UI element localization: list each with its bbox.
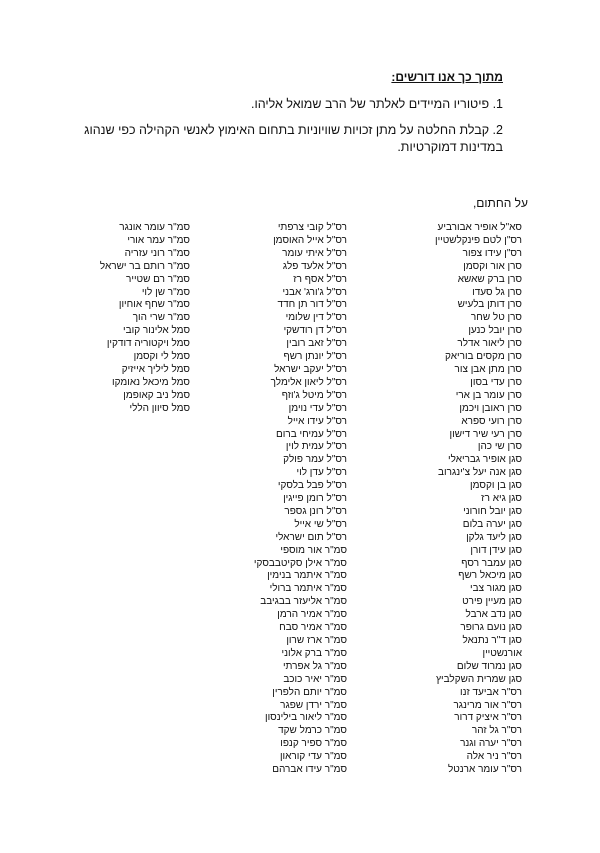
signatory-name: רס"ל רונן גספר <box>284 505 347 517</box>
signatory-name: סגן מיכאל רשף <box>458 570 522 582</box>
signatory-name: סמ"ר אמיר סבח <box>279 622 347 634</box>
signatory-name: רס"ל יעקב ישראל <box>274 363 347 375</box>
signatory-name: סמ"ר יותם הלפרין <box>272 686 347 698</box>
signatory-name: רס"ל עדי נוימן <box>288 402 347 414</box>
signatory-name: סמ"ר כרמל שקד <box>278 725 347 737</box>
signatory-name: רס"ל דור תן חדד <box>277 299 347 311</box>
signatory-name: סרן ברק שאשא <box>457 273 522 285</box>
signatory-name: סמ"ר שן לוי <box>141 286 190 298</box>
signatory-name: סגן נדב ארבל <box>465 609 522 621</box>
signatory-name: סרן דותן בלעיש <box>457 299 522 311</box>
signatory-name: רס"ל אייל האוסמן <box>273 234 347 246</box>
signatory-name: סמ"ר איתמר ברולי <box>269 583 347 595</box>
signatory-name: רס"ר איציק דרור <box>454 712 522 724</box>
signatory-name: רס"ל עמיחי ברום <box>276 428 347 440</box>
signatory-name: סרן יובל כנען <box>468 325 522 337</box>
signatory-name: סרן אור וקסמן <box>463 260 522 272</box>
signatory-name: סרן שי כהן <box>477 441 522 453</box>
signatory-name: רס"ר גל זהר <box>471 725 522 737</box>
signatory-name: רס"ל תום ישראלי <box>275 531 347 543</box>
signatory-name: רס"ל זאב רובין <box>286 338 347 350</box>
signatory-name: סרן גל סעדו <box>472 286 522 298</box>
signatures-column-middle <box>197 222 347 777</box>
signatory-name: רס"ל מיטל ג'וזף <box>281 389 347 401</box>
signatory-name: סגן אנה יעל צ'ינגרוב <box>438 467 522 479</box>
signatory-name: סגן בן וקסמן <box>470 480 522 492</box>
signatory-name: סמ"ר רותם בר ישראל <box>99 260 190 272</box>
signatory-name: סרן ליאור אדלר <box>457 338 522 350</box>
signatory-name: סא"ל אופיר אבורביע <box>437 222 522 233</box>
signatory-name: רס"ל עידו אייל <box>287 415 347 427</box>
signatures-column-right <box>372 222 522 777</box>
signatory-name: סמ"ר עמר אורי <box>127 234 190 246</box>
signatory-name: סגן ד"ר נתנאל <box>462 635 522 646</box>
signatory-name: סרן עומר בן ארי <box>455 389 522 401</box>
signatory-name: רס"ל עדן לוי <box>296 467 347 479</box>
demand-item-2: 2. קבלת החלטה על מתן זכויות שוויוניות בתחום האימוץ לאנשי הקהילה כפי שנהוג במדינות דמוקרטיות. <box>84 123 503 154</box>
signatory-name: אורנשטיין <box>482 647 522 659</box>
signatory-name: סמל לי וקסמן <box>133 351 190 363</box>
signatory-name: סרן ראובן ויכמן <box>459 402 522 414</box>
signatory-name: סמ"ר עדי קוראון <box>279 751 347 763</box>
signatory-name: סגן עמבר רסף <box>461 557 522 569</box>
signatory-name: סמ"ר ארז שרון <box>286 635 347 646</box>
signatory-name: סמ"ר רם שטייר <box>126 273 190 285</box>
signatory-name: סמ"ר עידו אברהם <box>272 764 347 776</box>
signatory-name: סרן רעי שיר דישון <box>449 428 522 440</box>
signatory-name: סרן מתן אבן צור <box>454 363 522 375</box>
signatory-name: סמ"ר עומר אונגר <box>119 222 190 233</box>
signatory-name: רס"ר אביעד זנו <box>460 686 522 698</box>
signatory-name: סגן מגור צבי <box>469 583 522 595</box>
signatory-name: סמ"ר איתמר בנימין <box>267 570 347 582</box>
signatory-name: רס"ל עמר פולק <box>283 454 347 466</box>
signatory-name: רס"ר ניר אלה <box>466 751 522 763</box>
signatory-name: סמל ויקטוריה דודקין <box>106 338 190 350</box>
signatory-name: סגן שמרית השקלביץ <box>435 673 522 685</box>
signatory-name: סמ"ר גל אפרתי <box>282 660 347 672</box>
signatory-name: רס"ל אסף רז <box>293 273 347 285</box>
signatory-name: סגן נמרוד שלום <box>456 660 522 672</box>
signatory-name: רס"ל רומן פייגין <box>283 493 347 505</box>
signatory-name: רס"ל עמית לוין <box>285 441 347 453</box>
signatory-name: סמל אלינור קובי <box>123 325 190 337</box>
signatory-name: סרן טל שחר <box>470 312 522 324</box>
signatory-name: סמל ליליך אייזיק <box>121 363 190 375</box>
signatory-name: סמ"ר אילן סקיטבבסקי <box>253 557 347 569</box>
signatory-name: רס"ן עידו צפור <box>462 247 522 259</box>
signatory-name: סמ"ר ירדן שפגר <box>280 699 347 711</box>
signatory-name: סגן יובל חורוני <box>463 505 522 517</box>
signatory-name: סמ"ר ברק אלוני <box>281 647 347 659</box>
signatory-name: רס"ר יערה וגנר <box>460 738 522 750</box>
signatory-name: סגן אופיר גבריאלי <box>448 454 522 466</box>
signatory-name: סמ"ר ליאור בילינסון <box>264 712 347 724</box>
signatory-name: סמ"ר רוני עזריה <box>124 247 190 259</box>
signatory-name: סמל מיכאל נאומקו <box>111 376 190 388</box>
signatory-name: רס"ר אור מרינגר <box>453 699 522 711</box>
signatory-name: רס"ל פבל בלסקי <box>277 480 347 492</box>
signatory-name: רס"ל ליאון אלימלך <box>270 376 347 388</box>
signatory-name: רס"ל דין שלומי <box>285 312 347 324</box>
signatory-name: רס"ל איתי עומר <box>282 247 347 259</box>
signatory-name: סמ"ר אליעזר בבגיבב <box>260 596 347 608</box>
demand-item-1: 1. פיטוריו המיידים לאלתר של הרב שמואל אליהו. <box>251 97 503 111</box>
signatory-name: סגן נועם גרופר <box>460 622 522 634</box>
demands-heading: מתוך כך אנו דורשים: <box>391 70 503 84</box>
signatory-name: סגן גיא רז <box>481 493 522 505</box>
signatory-name: סגן עידן דורן <box>470 544 522 556</box>
signatory-name: סמ"ר אמיר הרמן <box>277 609 347 621</box>
signatory-name: סרן עדי בסון <box>470 376 522 388</box>
signatory-name: סמ"ר שחף אוחיון <box>118 299 190 311</box>
signatory-name: סמל ניב קאופמן <box>123 389 190 401</box>
signatory-name: רס"ל שי אייל <box>294 518 347 530</box>
signatory-name: סגן יערה בלום <box>462 518 522 530</box>
signatory-name: רס"ל דן רודשקי <box>283 325 347 337</box>
signatory-name: סמ"ר שרי הוך <box>132 312 190 324</box>
signatory-name: רס"ל קובי צרפתי <box>277 222 347 233</box>
signatory-name: רס"ל אלעד פלג <box>282 260 347 272</box>
signatory-name: סרן מקסים בוריאק <box>445 351 522 363</box>
signatory-name: סרן רועי ספרא <box>461 415 522 427</box>
signatory-name: רס"ר עומר ארנטל <box>447 764 522 776</box>
signatory-name: סמל סיוון הללי <box>129 402 190 414</box>
signatory-name: רס"ן לטם פינקלשטיין <box>434 234 522 246</box>
signatory-name: סמ"ר אור מוספי <box>280 544 347 556</box>
signatory-name: רס"ל ג'ורג' אבני <box>282 286 347 298</box>
signatory-name: סגן מעיין פירט <box>462 596 522 608</box>
signatures-title: על החתום, <box>472 196 528 210</box>
signatures-column-left <box>60 222 190 416</box>
signatory-name: סגן ליעד גלקן <box>466 531 522 543</box>
signatory-name: רס"ל יונתן רשף <box>283 351 347 363</box>
signatory-name: סמ"ר ספיר קנפו <box>280 738 347 750</box>
signatory-name: סמ"ר יאיר כוכב <box>283 673 347 685</box>
